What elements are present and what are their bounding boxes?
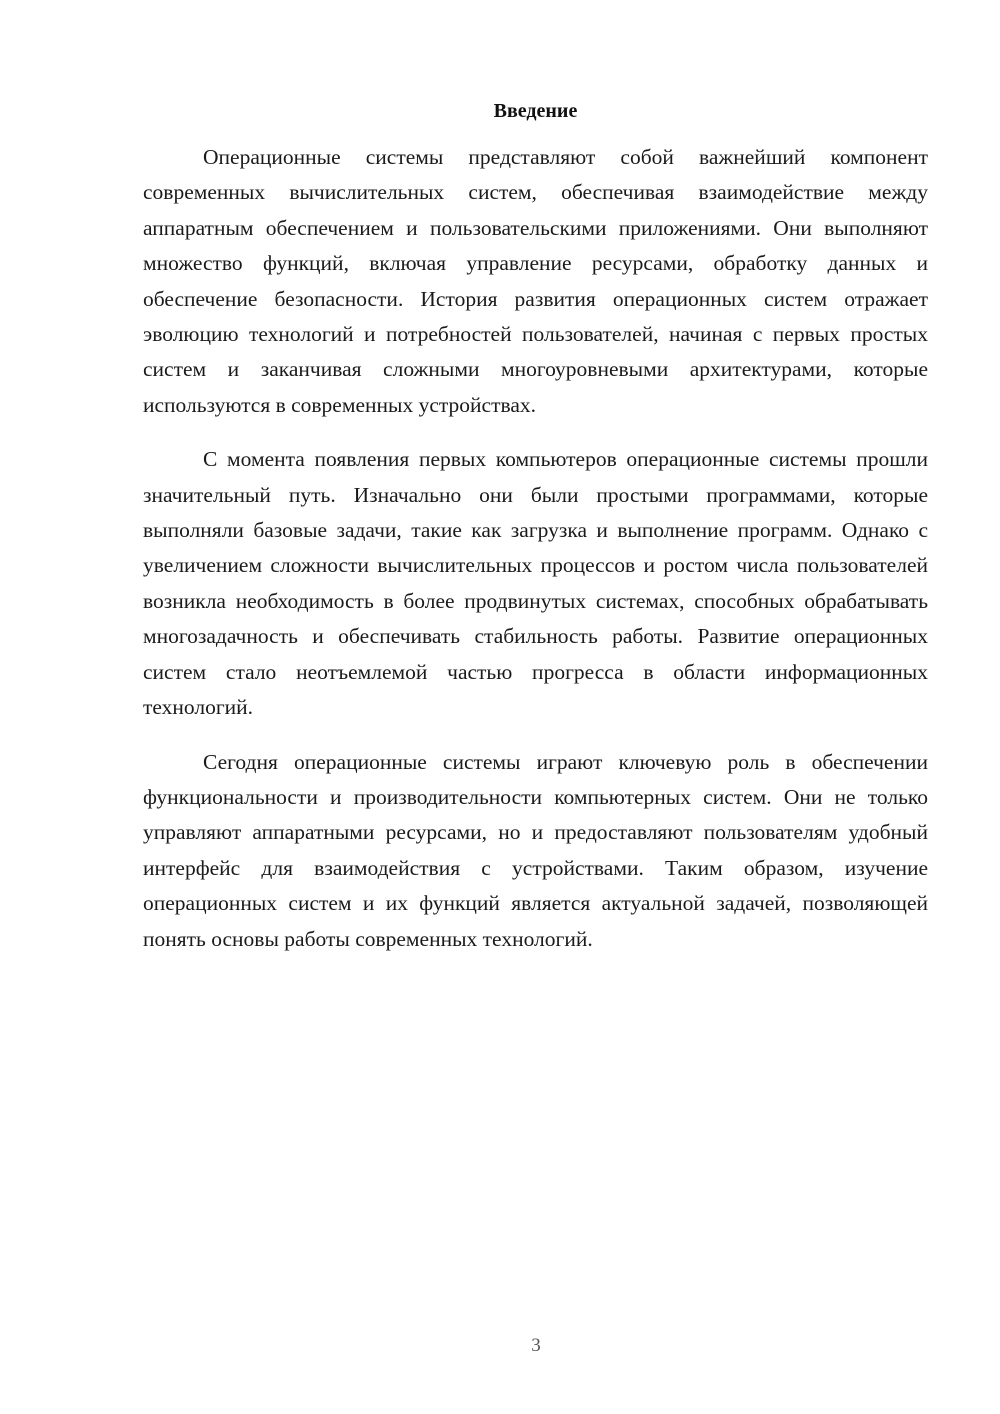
page-content: [143, 96, 928, 976]
page-number: 3: [531, 1335, 541, 1356]
section-title: Введение: [493, 100, 578, 122]
paragraph-1: Операционные системы представляют собой важнейший компонент современных вычислительных систем, обеспечивая взаимодействие между аппаратным обеспечением и пользовательскими приложениями. Они выполняют множество функций, включая управление ресурсами, обработку данных и обеспечение безопасности. История развития операционных систем отражает эволюцию технологий и потребностей пользователей, начиная с первых простых систем и заканчивая сложными многоуровневыми архитектурами, которые используются в современных устройствах.: [143, 145, 928, 417]
paragraph-2: С момента появления первых компьютеров операционные системы прошли значительный путь. Изначально они были простыми программами, которые выполняли базовые задачи, такие как загрузка и выполнение программ. Однако с увеличением сложности вычислительных процессов и ростом числа пользователей возникла необходимость в более продвинутых системах, способных обрабатывать многозадачность и обеспечивать стабильность работы. Развитие операционных систем стало неотъемлемой частью прогресса в области информационных технологий.: [143, 447, 928, 720]
paragraph-3: Сегодня операционные системы играют ключевую роль в обеспечении функциональности и производительности компьютерных систем. Они не только управляют аппаратными ресурсами, но и предоставляют пользователям удобный интерфейс для взаимодействия с устройствами. Таким образом, изучение операционных систем и их функций является актуальной задачей, позволяющей понять основы работы современных технологий.: [143, 749, 928, 951]
